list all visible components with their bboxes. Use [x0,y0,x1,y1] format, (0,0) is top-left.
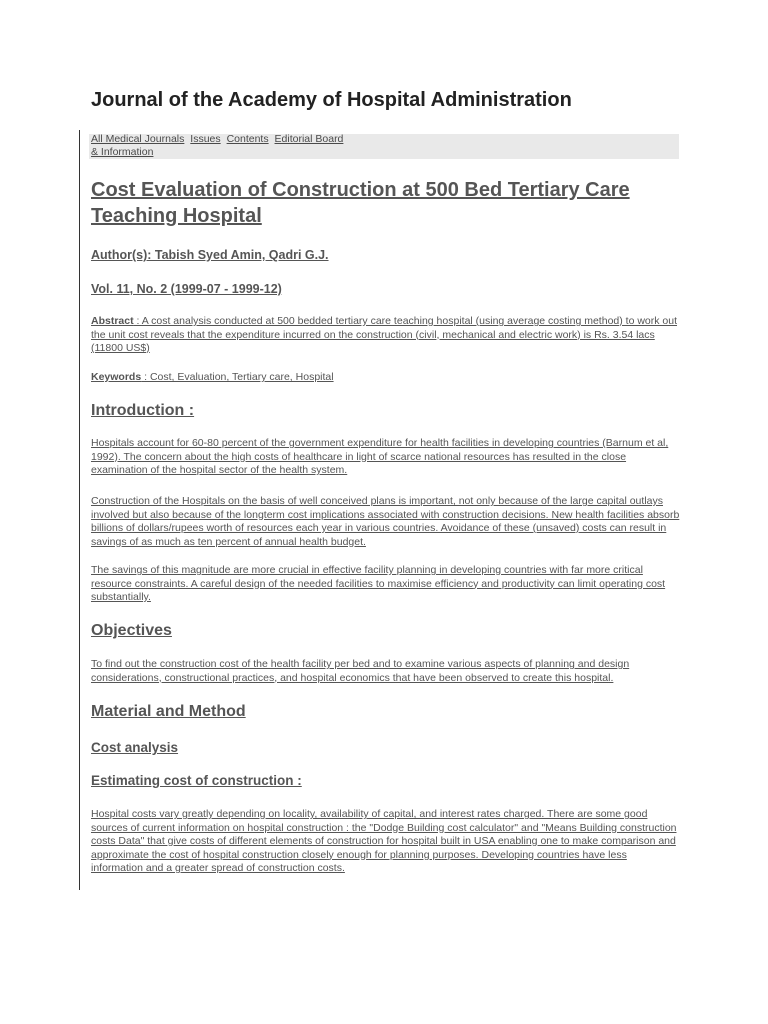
keywords-label: Keywords [91,371,142,383]
introduction-heading[interactable]: Introduction : [91,402,195,419]
estimating-cost-paragraph[interactable]: Hospital costs vary greatly depending on locality, availability of capital, and interest rates charged. There are some good sources of current information on hospital construction : the "Dodge Building cost calculator" and "Means Building construction costs Data" that give costs of different elements of construction for hospital built in USA enabling one to make comparison and approximate the cost of hospital construction closely enough for planning purposes. Developing countries have less information and a greater spread of construction costs. [91,808,677,874]
journal-title: Journal of the Academy of Hospital Administration [91,89,572,111]
introduction-paragraph-1[interactable]: Hospitals account for 60-80 percent of the government expenditure for health facilities in developing countries (Barnum et al, 1992). The concern about the high costs of healthcare in light of scarce national resources has resulted in the close examination of the hospital sector of the health system. [91,437,669,476]
material-method-heading[interactable]: Material and Method [91,703,246,720]
objectives-heading[interactable]: Objectives [91,622,172,639]
article-volume[interactable]: Vol. 11, No. 2 (1999-07 - 1999-12) [91,282,282,296]
objectives-paragraph[interactable]: To find out the construction cost of the health facility per bed and to examine various aspects of planning and design considerations, constructional practices, and hospital economics that have been observed to create this hospital. [91,658,630,684]
article-authors[interactable]: Author(s): Tabish Syed Amin, Qadri G.J. [91,248,329,262]
cost-analysis-heading[interactable]: Cost analysis [91,740,179,755]
introduction-paragraph-2[interactable]: Construction of the Hospitals on the basis of well conceived plans is important, not only because of the large capital outlays involved but also because of the longterm cost implications associated with construction decisions. New health facilities absorb billions of dollars/rupees worth of resources each year in various countries. Avoidance of these (unsaved) costs can result in savings of as much as ten percent of annual health budget. [91,495,680,548]
nav-bar [91,133,371,159]
nav-link-editorial-board[interactable]: Editorial Board [274,133,344,145]
nav-link-all-medical-journals[interactable]: All Medical Journals [91,133,185,145]
introduction-paragraph-3[interactable]: The savings of this magnitude are more crucial in effective facility planning in developing countries with far more critical resource constraints. A careful design of the needed facilities to maximise efficiency and productivity can limit operating cost substantially. [91,564,666,603]
abstract-label: Abstract [91,315,134,327]
abstract-text: : A cost analysis conducted at 500 bedded tertiary care teaching hospital (using average costing method) to work out the unit cost reveals that the expenditure incurred on the construction (civil, mechanical and electric work) is Rs. 3.54 lacs (11800 US$) [91,315,678,354]
nav-link-contents[interactable]: Contents [226,133,269,145]
estimating-cost-heading[interactable]: Estimating cost of construction : [91,773,302,788]
nav-link-information[interactable]: & Information [91,146,154,158]
keywords-paragraph[interactable] [91,371,681,385]
nav-link-issues[interactable]: Issues [190,133,221,145]
keywords-text: : Cost, Evaluation, Tertiary care, Hospital [141,371,334,383]
abstract-paragraph[interactable] [91,315,681,356]
article-title[interactable]: Cost Evaluation of Construction at 500 Bed Tertiary Care Teaching Hospital [91,179,630,227]
left-border-line [79,130,80,890]
